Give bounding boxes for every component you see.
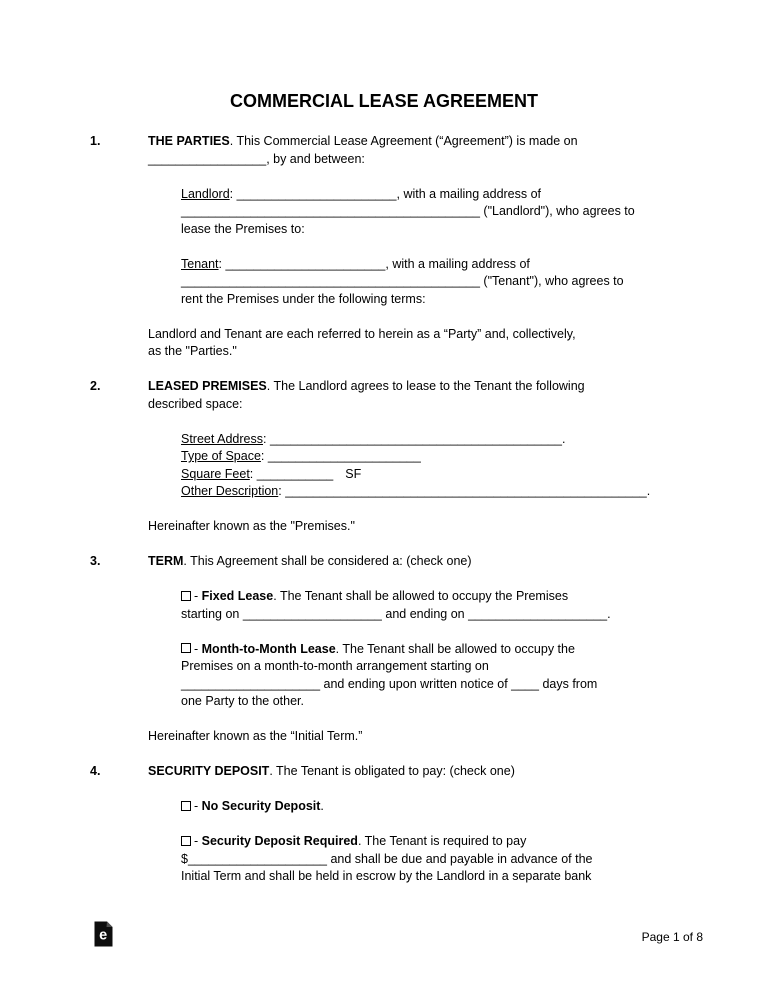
- eforms-logo-icon: [94, 921, 113, 947]
- text-run: . This Agreement shall be considered a: (check one): [183, 554, 472, 568]
- section-heading: LEASED PREMISES: [148, 379, 267, 393]
- text-run: described space:: [148, 396, 243, 411]
- text-run: , with a mailing address of: [385, 256, 530, 271]
- text-line: [181, 798, 684, 816]
- text-line: [181, 291, 684, 309]
- text-run: lease the Premises to:: [181, 221, 305, 236]
- landlord-address-blank[interactable]: ___________________________________________: [181, 204, 480, 218]
- section-number: 2.: [90, 379, 101, 393]
- text-run: -: [194, 799, 202, 813]
- text-run: Initial Term and shall be held in escrow by the Landlord in a separate bank: [181, 869, 592, 883]
- text-run: .: [607, 606, 611, 621]
- text-run: :: [263, 431, 270, 446]
- section-leased-premises: [90, 378, 684, 413]
- square-feet-blank[interactable]: ___________: [256, 466, 334, 481]
- text-run: :: [218, 256, 226, 271]
- checkbox-icon[interactable]: [181, 643, 191, 653]
- tenant-address-blank[interactable]: ___________________________________________: [181, 274, 480, 288]
- page-number-label: Page 1 of 8: [641, 930, 703, 944]
- text-run: rent the Premises under the following terms:: [181, 291, 426, 306]
- text-run: days from: [538, 676, 598, 691]
- text-run: . The Tenant shall be allowed to occupy the Premises: [273, 589, 569, 603]
- checkbox-icon[interactable]: [181, 591, 191, 601]
- text-line: [181, 448, 684, 466]
- text-line: [181, 256, 684, 274]
- fixed-lease-option: [181, 588, 684, 623]
- text-run: :: [229, 186, 237, 201]
- text-run: Hereinafter known as the “Initial Term.”: [148, 729, 363, 743]
- text-line: [148, 151, 684, 169]
- text-line: [181, 641, 684, 659]
- other-description-label: Other Description: [181, 484, 279, 498]
- deposit-amount-blank[interactable]: ____________________: [187, 851, 327, 866]
- text-run: and ending on: [381, 606, 469, 621]
- text-line: [181, 221, 684, 239]
- text-run: .: [320, 799, 324, 813]
- option-label: Security Deposit Required: [201, 834, 358, 848]
- landlord-name-blank[interactable]: _______________________: [236, 186, 397, 201]
- text-line: [181, 693, 684, 711]
- text-run: and ending upon written notice of: [320, 676, 512, 691]
- checkbox-icon[interactable]: [181, 801, 191, 811]
- text-run: ("Tenant"), who agrees to: [479, 274, 624, 288]
- text-run: . The Tenant is required to pay: [357, 834, 527, 848]
- text-line: [148, 518, 684, 536]
- document-title: COMMERCIAL LEASE AGREEMENT: [229, 91, 538, 111]
- section-security-deposit: [90, 763, 684, 781]
- parties-note: [148, 326, 684, 361]
- text-run: , with a mailing address of: [396, 186, 542, 201]
- text-line: [181, 833, 684, 851]
- premises-details: [181, 431, 684, 501]
- text-line: [148, 343, 684, 361]
- street-address-blank[interactable]: __________________________________________: [269, 431, 562, 446]
- logo-letter: e: [99, 927, 108, 944]
- tenant-label: Tenant: [181, 256, 219, 271]
- term-note: [148, 728, 684, 746]
- type-of-space-label: Type of Space: [181, 449, 261, 463]
- text-line: [181, 851, 684, 869]
- security-deposit-required-option: [181, 833, 684, 886]
- text-run: , by and between:: [266, 151, 365, 166]
- text-run: starting on: [181, 606, 243, 621]
- m2m-start-date-blank[interactable]: ____________________: [181, 676, 321, 691]
- text-run: as the "Parties.": [148, 344, 237, 358]
- text-run: .: [561, 431, 566, 446]
- text-run: . The Landlord agrees to lease to the Tenant the following: [266, 379, 585, 393]
- section-number: 1.: [90, 134, 101, 148]
- street-address-label: Street Address: [181, 431, 263, 446]
- other-description-blank[interactable]: ____________________________________________________: [285, 484, 647, 498]
- text-run: .: [646, 484, 651, 498]
- text-line: [181, 431, 684, 449]
- text-line: [181, 676, 684, 694]
- agreement-date-blank[interactable]: _________________: [148, 151, 267, 166]
- text-line: [148, 728, 684, 746]
- section-heading: SECURITY DEPOSIT: [148, 764, 270, 778]
- landlord-label: Landlord: [181, 186, 230, 201]
- tenant-block: [181, 256, 684, 309]
- text-run: . The Tenant is obligated to pay: (check one): [269, 764, 515, 778]
- text-run: :: [249, 466, 257, 481]
- type-of-space-blank[interactable]: ______________________: [267, 449, 421, 463]
- text-run: :: [278, 484, 286, 498]
- text-run: and shall be due and payable in advance of the: [327, 851, 593, 866]
- text-line: [181, 273, 684, 291]
- text-line: [148, 378, 684, 396]
- text-line: [148, 326, 684, 344]
- text-line: [148, 553, 684, 571]
- text-run: Landlord and Tenant are each referred to herein as a “Party” and, collectively,: [148, 326, 576, 341]
- text-line: [181, 203, 684, 221]
- text-run: -: [194, 834, 202, 848]
- notice-days-blank[interactable]: ____: [511, 676, 539, 691]
- text-line: [181, 868, 684, 886]
- text-run: :: [260, 449, 268, 463]
- square-feet-label: Square Feet: [181, 466, 250, 481]
- text-run: Hereinafter known as the "Premises.": [148, 519, 355, 533]
- text-run: . This Commercial Lease Agreement (“Agreement”) is made on: [229, 134, 578, 148]
- premises-note: [148, 518, 684, 536]
- text-line: [181, 466, 684, 484]
- section-parties: [90, 133, 684, 168]
- tenant-name-blank[interactable]: _______________________: [225, 256, 386, 271]
- text-line: [181, 186, 684, 204]
- text-run: $: [181, 851, 188, 866]
- landlord-block: [181, 186, 684, 239]
- text-line: [148, 133, 684, 151]
- text-run: Premises on a month-to-month arrangement starting on: [181, 659, 489, 673]
- text-run: ("Landlord"), who agrees to: [479, 204, 635, 218]
- text-run: . The Tenant shall be allowed to occupy the: [335, 641, 575, 656]
- option-label: Month-to-Month Lease: [201, 641, 336, 656]
- section-heading: TERM: [148, 554, 184, 568]
- start-date-blank[interactable]: ____________________: [242, 606, 382, 621]
- text-line: [181, 606, 684, 624]
- text-run: one Party to the other.: [181, 694, 304, 708]
- text-run: -: [194, 641, 202, 656]
- text-line: [181, 588, 684, 606]
- option-label: Fixed Lease: [201, 589, 274, 603]
- text-line: [148, 763, 684, 781]
- section-term: [90, 553, 684, 571]
- section-number: 4.: [90, 764, 101, 778]
- option-label: No Security Deposit: [201, 799, 321, 813]
- section-number: 3.: [90, 554, 101, 568]
- checkbox-icon[interactable]: [181, 836, 191, 846]
- text-line: [181, 658, 684, 676]
- section-heading: THE PARTIES: [148, 134, 230, 148]
- month-to-month-option: [181, 641, 684, 711]
- square-feet-unit: SF: [345, 466, 362, 481]
- no-security-deposit-option: [181, 798, 684, 816]
- text-line: [181, 483, 684, 501]
- text-run: -: [194, 589, 202, 603]
- end-date-blank[interactable]: ____________________: [468, 606, 608, 621]
- text-line: [148, 396, 684, 414]
